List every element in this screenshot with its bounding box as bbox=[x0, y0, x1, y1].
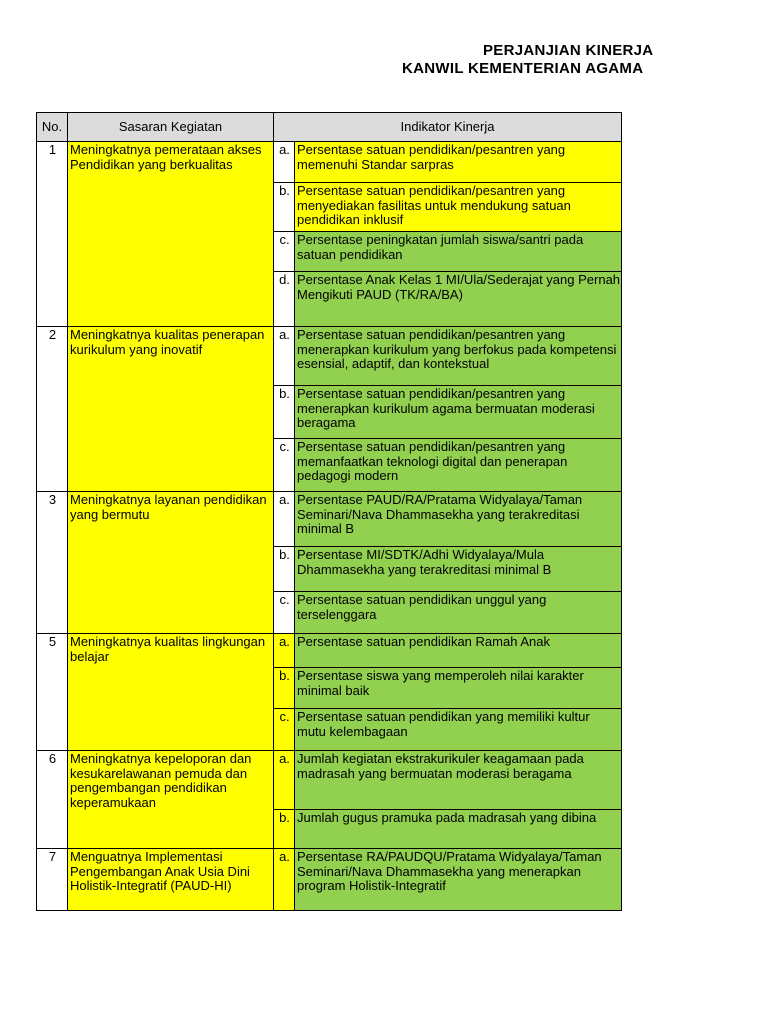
indicator-letter: a. bbox=[274, 327, 295, 386]
table-row bbox=[37, 492, 622, 547]
table-row bbox=[37, 751, 622, 810]
row-number: 6 bbox=[37, 751, 68, 849]
indicator-letter: c. bbox=[274, 232, 295, 272]
indicator-text: Jumlah kegiatan ekstrakurikuler keagamaan pada madrasah yang bermuatan moderasi beragama bbox=[295, 751, 622, 810]
row-number: 7 bbox=[37, 849, 68, 911]
indicator-text: Persentase Anak Kelas 1 MI/Ula/Sederajat yang Pernah Mengikuti PAUD (TK/RA/BA) bbox=[295, 272, 622, 327]
column-header-indikator: Indikator Kinerja bbox=[274, 113, 622, 142]
column-header-no: No. bbox=[37, 113, 68, 142]
document-title-line2: KANWIL KEMENTERIAN AGAMA bbox=[402, 60, 644, 77]
indicator-text: Persentase satuan pendidikan yang memiliki kultur mutu kelembagaan bbox=[295, 709, 622, 751]
indicator-text: Persentase satuan pendidikan/pesantren yang memenuhi Standar sarpras bbox=[295, 142, 622, 183]
sasaran-kegiatan: Meningkatnya kualitas penerapan kurikulum yang inovatif bbox=[68, 327, 274, 492]
indicator-letter: b. bbox=[274, 183, 295, 232]
column-header-sasaran: Sasaran Kegiatan bbox=[68, 113, 274, 142]
indicator-letter: a. bbox=[274, 751, 295, 810]
indicator-letter: a. bbox=[274, 492, 295, 547]
indicator-letter: c. bbox=[274, 592, 295, 634]
indicator-text: Persentase satuan pendidikan/pesantren yang menerapkan kurikulum yang berfokus pada kompetensi esensial, adaptif, dan kontekstual bbox=[295, 327, 622, 386]
indicator-letter: a. bbox=[274, 634, 295, 668]
sasaran-kegiatan: Meningkatnya kualitas lingkungan belajar bbox=[68, 634, 274, 751]
indicator-text: Persentase satuan pendidikan Ramah Anak bbox=[295, 634, 622, 668]
indicator-text: Persentase PAUD/RA/Pratama Widyalaya/Taman Seminari/Nava Dhammasekha yang terakreditasi minimal B bbox=[295, 492, 622, 547]
table-row bbox=[37, 634, 622, 668]
indicator-text: Persentase RA/PAUDQU/Pratama Widyalaya/Taman Seminari/Nava Dhammasekha yang menerapkan program Holistik-Integratif bbox=[295, 849, 622, 911]
table-row bbox=[37, 142, 622, 183]
table-header-row bbox=[37, 113, 622, 142]
indicator-text: Persentase peningkatan jumlah siswa/santri pada satuan pendidikan bbox=[295, 232, 622, 272]
indicator-letter: d. bbox=[274, 272, 295, 327]
document-title-line1: PERJANJIAN KINERJA bbox=[483, 42, 654, 59]
table-row bbox=[37, 849, 622, 911]
indicator-letter: b. bbox=[274, 386, 295, 439]
indicator-text: Persentase satuan pendidikan/pesantren yang menyediakan fasilitas untuk mendukung satuan pendidikan inklusif bbox=[295, 183, 622, 232]
indicator-text: Persentase siswa yang memperoleh nilai karakter minimal baik bbox=[295, 668, 622, 709]
indicator-letter: a. bbox=[274, 142, 295, 183]
sasaran-kegiatan: Meningkatnya kepeloporan dan kesukarelawanan pemuda dan pengembangan pendidikan keperamukaan bbox=[68, 751, 274, 849]
indicator-text: Persentase satuan pendidikan/pesantren yang menerapkan kurikulum agama bermuatan moderasi beragama bbox=[295, 386, 622, 439]
row-number: 5 bbox=[37, 634, 68, 751]
table-row bbox=[37, 327, 622, 386]
indicator-letter: b. bbox=[274, 547, 295, 592]
sasaran-kegiatan: Menguatnya Implementasi Pengembangan Anak Usia Dini Holistik-Integratif (PAUD-HI) bbox=[68, 849, 274, 911]
indicator-letter: c. bbox=[274, 439, 295, 492]
indicator-letter: b. bbox=[274, 810, 295, 849]
indicator-text: Jumlah gugus pramuka pada madrasah yang dibina bbox=[295, 810, 622, 849]
indicator-letter: a. bbox=[274, 849, 295, 911]
indicator-letter: c. bbox=[274, 709, 295, 751]
row-number: 1 bbox=[37, 142, 68, 327]
sasaran-kegiatan: Meningkatnya pemerataan akses Pendidikan yang berkualitas bbox=[68, 142, 274, 327]
indicator-letter: b. bbox=[274, 668, 295, 709]
sasaran-kegiatan: Meningkatnya layanan pendidikan yang bermutu bbox=[68, 492, 274, 634]
row-number: 2 bbox=[37, 327, 68, 492]
indicator-text: Persentase MI/SDTK/Adhi Widyalaya/Mula Dhammasekha yang terakreditasi minimal B bbox=[295, 547, 622, 592]
row-number: 3 bbox=[37, 492, 68, 634]
indicator-text: Persentase satuan pendidikan unggul yang terselenggara bbox=[295, 592, 622, 634]
indicator-text: Persentase satuan pendidikan/pesantren yang memanfaatkan teknologi digital dan penerapan pedagogi modern bbox=[295, 439, 622, 492]
performance-table bbox=[36, 112, 622, 911]
